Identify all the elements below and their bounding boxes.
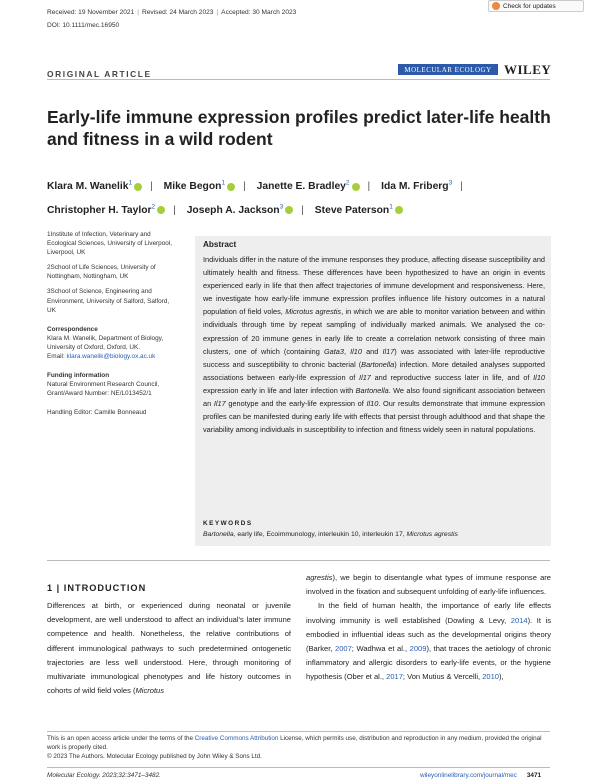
affiliations-column: 1Institute of Infection, Veterinary and Ecological Sciences, University of Liverpool, Liverpool, UK 2School of Life Sciences, University of Nottingham, Nottingham, UK 3School of Science, Engineering and Environment, University of Salford, Salford, UK Correspondence Klara M. Wanelik, Department of Biology, University of Oxford, Oxford, UK. Email: klara.wanelik@biology.ox.ac.uk Funding information Natural Environment Research Council, Grant/Award Number: NE/L013452/1 Handling Editor: Camille Bonneaud — [47, 230, 175, 424]
accepted-date: Accepted: 30 March 2023 — [221, 9, 297, 16]
funding-heading: Funding information — [47, 372, 110, 380]
orcid-icon[interactable] — [227, 183, 235, 191]
handling-editor: Handling Editor: Camille Bonneaud — [47, 409, 147, 417]
section-divider — [47, 560, 550, 561]
footer-divider-bottom — [47, 767, 550, 768]
citation-link[interactable]: 2009 — [409, 644, 427, 654]
author-list: Klara M. Wanelik$^1$ | Mike Begon$^1$ | Janette E. Bradley$^2$ | Ida M. Friberg$^3$ | Christopher H. Taylor$^2$ | Joseph A. Jackson$^3$ | Steve Paterson$^1$ — [47, 180, 463, 216]
author[interactable]: Klara M. Wanelik$^1$ — [47, 181, 142, 192]
orcid-icon[interactable] — [352, 183, 360, 191]
article-title: Early-life immune expression profiles predict later-life health and fitness in a wild rodent — [47, 107, 551, 149]
orcid-icon[interactable] — [285, 206, 293, 214]
journal-logo: MOLECULAR ECOLOGY — [398, 64, 498, 75]
article-dates: Received: 19 November 2021 | Revised: 24 March 2023 | Accepted: 30 March 2023 — [47, 9, 297, 16]
funding-text: Natural Environment Research Council, Grant/Award Number: NE/L013452/1 — [47, 381, 160, 398]
publisher-logo: WILEY — [504, 62, 552, 77]
author[interactable]: Ida M. Friberg$^3$ — [381, 180, 453, 193]
citation-link[interactable]: 2014 — [510, 615, 528, 625]
abstract-text: Individuals differ in the nature of the immune responses they produce, affecting disease susceptibility and ultimately health and fitness. These differences have been hypothesized to have an origin in events experienced early in life that then affect trajectories of immune development and responsiveness. Here, we investigate how early-life immune expression profiles influence life history outcomes in a natural population of field voles, Microtus agrestis, in which we are able to monitor variation between and within individuals through time by repeat sampling of individually marked animals. We analysed the co-expression of 20 immune genes in early life to create a correlation network consisting of three main clusters, one of which (containing Gata3, Il10 and Il17) was associated with later-life reproductive success and susceptibility to chronic bacterial (Bartonella) infection. More detailed analyses supported associations between early-life expression of Il17 and reproductive success later in life, and of Il10 expression early in life and later infection with Bartonella. We also found significant association between an Il17 genotype and the early-life expression of Il10. Our results demonstrate that immune expression profiles can be manifested during early life with effects that persist through adulthood and that shape the variability among individuals in susceptibility to infection and fitness widely seen in natural populations. — [203, 255, 546, 435]
check-updates-button[interactable] — [488, 0, 584, 12]
correspondence-heading: Correspondence — [47, 325, 98, 333]
orcid-icon[interactable] — [157, 206, 165, 214]
citation-link[interactable]: 2010 — [482, 672, 499, 682]
body-text-column-2: agrestis), we begin to disentangle what types of immune response are involved in the fixation and subsequent unfolding of early-life influences. In the field of human health, the importance of early life effects involving immunity is well established (Dowling & Levy, 2014). It is embodied in influential ideas such as the developmental origins theory (Barker, 2007; Wadhwa et al., 2009), that traces the aetiology of chronic inflammatory and allergic disorders to early-life events, or the hygiene hypothesis (Ober et al., 2017; Von Mutius & Vercelli, 2010), — [306, 573, 551, 682]
author[interactable]: Joseph A. Jackson$^3$ — [187, 205, 294, 216]
keywords-heading: KEYWORDS — [203, 520, 253, 527]
check-updates-label: Check for updates — [503, 2, 556, 10]
author[interactable]: Steve Paterson$^1$ — [315, 205, 403, 216]
license-notes: This is an open access article under the terms of the Creative Commons Attribution License, which permits use, distribution and reproduction in any medium, provided the original work is properly cited. © 2023 The Authors. Molecular Ecology published by John Wiley & Sons Ltd. — [47, 735, 542, 761]
keywords-list: Bartonella, early life, Ecoimmunology, interleukin 10, interleukin 17, Microtus agrestis — [203, 531, 458, 538]
orcid-icon[interactable] — [134, 183, 142, 191]
copyright: © 2023 The Authors. Molecular Ecology published by John Wiley & Sons Ltd. — [47, 753, 262, 761]
crossmark-icon — [492, 2, 500, 10]
affiliation: 3School of Science, Engineering and Environment, University of Salford, Salford, UK — [47, 288, 170, 314]
correspondence-email[interactable]: klara.wanelik@biology.ox.ac.uk — [66, 353, 156, 361]
page-number: 3471 — [526, 772, 542, 779]
revised-date: Revised: 24 March 2023 — [141, 9, 214, 16]
correspondence-text: Klara M. Wanelik, Department of Biology, University of Oxford, Oxford, UK. — [47, 334, 164, 351]
affiliation: 1Institute of Infection, Veterinary and Ecological Sciences, University of Liverpool, Liverpool, UK — [47, 231, 173, 257]
doi[interactable]: DOI: 10.1111/mec.16950 — [47, 22, 120, 29]
author[interactable]: Christopher H. Taylor$^2$ — [47, 205, 165, 216]
article-type: ORIGINAL ARTICLE — [47, 69, 152, 79]
journal-url[interactable]: wileyonlinelibrary.com/journal/mec 3471 — [420, 772, 542, 779]
citation-link[interactable]: 2017 — [386, 672, 403, 682]
orcid-icon[interactable] — [395, 206, 403, 214]
journal-citation: Molecular Ecology. 2023;32:3471–3482. — [47, 772, 161, 779]
author[interactable]: Mike Begon$^1$ — [164, 181, 235, 192]
cc-license-link[interactable]: Creative Commons Attribution — [194, 735, 279, 742]
received-date: Received: 19 November 2021 — [47, 9, 135, 16]
section-heading-introduction: 1 | INTRODUCTION — [47, 583, 147, 593]
body-text-column-1: Differences at birth, or experienced during neonatal or juvenile development, are well understood to affect an individual's later immune competence and health. Nonetheless, the relative contributions of different immunological pathways to such predetermined ontogenetic trajectories are less well understood. Here, through monitoring of multivariate immunological phenotypes and life history outcomes in cohorts of wild field voles (Microtus — [47, 601, 291, 696]
footer-divider — [47, 731, 550, 732]
affiliation: 2School of Life Sciences, University of Nottingham, Nottingham, UK — [47, 264, 156, 281]
citation-link[interactable]: 2007 — [335, 644, 352, 654]
abstract-heading: Abstract — [203, 240, 237, 249]
header-divider — [47, 79, 550, 80]
author[interactable]: Janette E. Bradley$^2$ — [257, 181, 360, 192]
